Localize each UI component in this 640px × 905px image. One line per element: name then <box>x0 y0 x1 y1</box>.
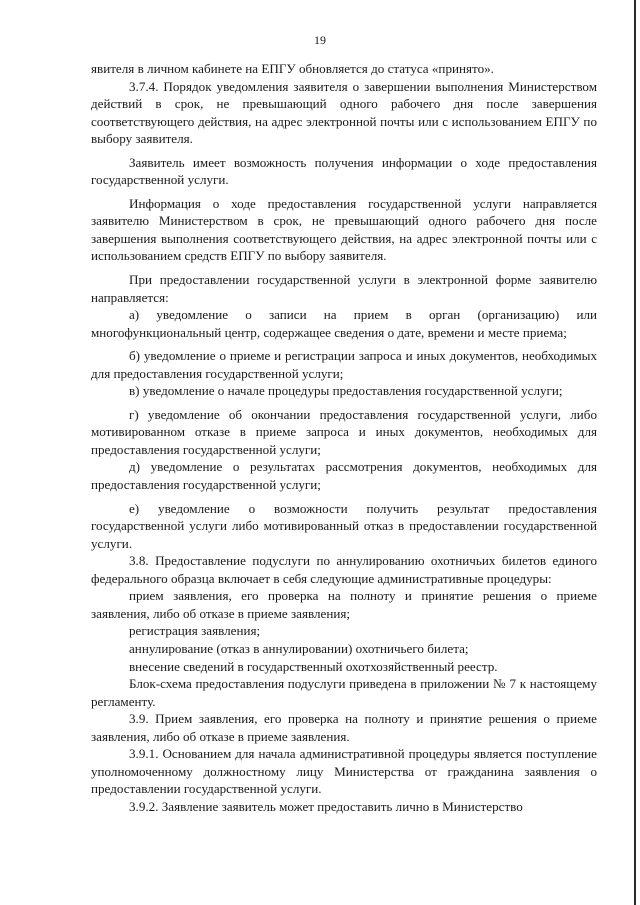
document-body <box>91 60 597 815</box>
paragraph: 3.7.4. Порядок уведомления заявителя о завершении выполнения Министерством действий в срок, не превышающий одного рабочего дня после завершения соответствующего действия, на адрес электронной почты или с использованием ЕПГУ по выбору заявителя. <box>91 78 597 147</box>
paragraph: регистрация заявления; <box>129 623 261 639</box>
paragraph: 3.9. Прием заявления, его проверка на полноту и принятие решения о приеме заявления, либо об отказе в приеме заявления. <box>91 711 597 744</box>
paragraph: При предоставлении государственной услуги в электронной форме заявителю направляется: <box>91 272 597 305</box>
paragraph: д) уведомление о результатах рассмотрения документов, необходимых для предоставления государственной услуги; <box>91 459 597 493</box>
paragraph: в) уведомление о начале процедуры предоставления государственной услуги; <box>129 383 563 399</box>
paragraph: Информация о ходе предоставления государственной услуги направляется заявителю Министерством в срок, не превышающий одного рабочего дня после завершения выполнения соответствующего действия, на адрес электронной почты или с использованием средств ЕПГУ по выбору заявителя. <box>91 195 597 264</box>
paragraph: г) уведомление об окончании предоставления государственной услуги, либо мотивированном отказе в приеме запроса и иных документов, необходимых для предоставления государственной услуги; <box>91 406 597 457</box>
paragraph: явителя в личном кабинете на ЕПГУ обновляется до статуса «принято». <box>91 61 494 76</box>
paragraph: 3.9.2. Заявление заявитель может предоставить лично в Министерство <box>129 798 523 814</box>
paragraph: а) уведомление о записи на прием в орган (организацию) или многофункциональный центр, содержащее сведения о дате, времени и месте приема; <box>91 307 597 340</box>
scan-edge-line <box>634 0 636 905</box>
paragraph: 3.9.1. Основанием для начала административной процедуры является поступление уполномоченному должностному лицу Министерства от гражданина заявления о предоставлении государственной услуги. <box>91 746 597 797</box>
paragraph: б) уведомление о приеме и регистрации запроса и иных документов, необходимых для предоставления государственной услуги; <box>91 348 597 381</box>
paragraph: Заявитель имеет возможность получения информации о ходе предоставления государственной услуги. <box>91 154 597 188</box>
paragraph: прием заявления, его проверка на полноту и принятие решения о приеме заявления, либо об отказе в приеме заявления; <box>91 588 597 621</box>
page-number: 19 <box>314 33 326 47</box>
paragraph: 3.8. Предоставление подуслуги по аннулированию охотничьих билетов единого федерального образца включает в себя следующие административные процедуры: <box>91 553 597 586</box>
paragraph: аннулирование (отказ в аннулировании) охотничьего билета; <box>129 640 469 656</box>
paragraph: Блок-схема предоставления подуслуги приведена в приложении № 7 к настоящему регламенту. <box>91 676 597 709</box>
paragraph: внесение сведений в государственный охотхозяйственный реестр. <box>129 658 498 674</box>
paragraph: е) уведомление о возможности получить результат предоставления государственной услуги либо мотивированный отказ в предоставлении государственной услуги. <box>91 500 597 551</box>
